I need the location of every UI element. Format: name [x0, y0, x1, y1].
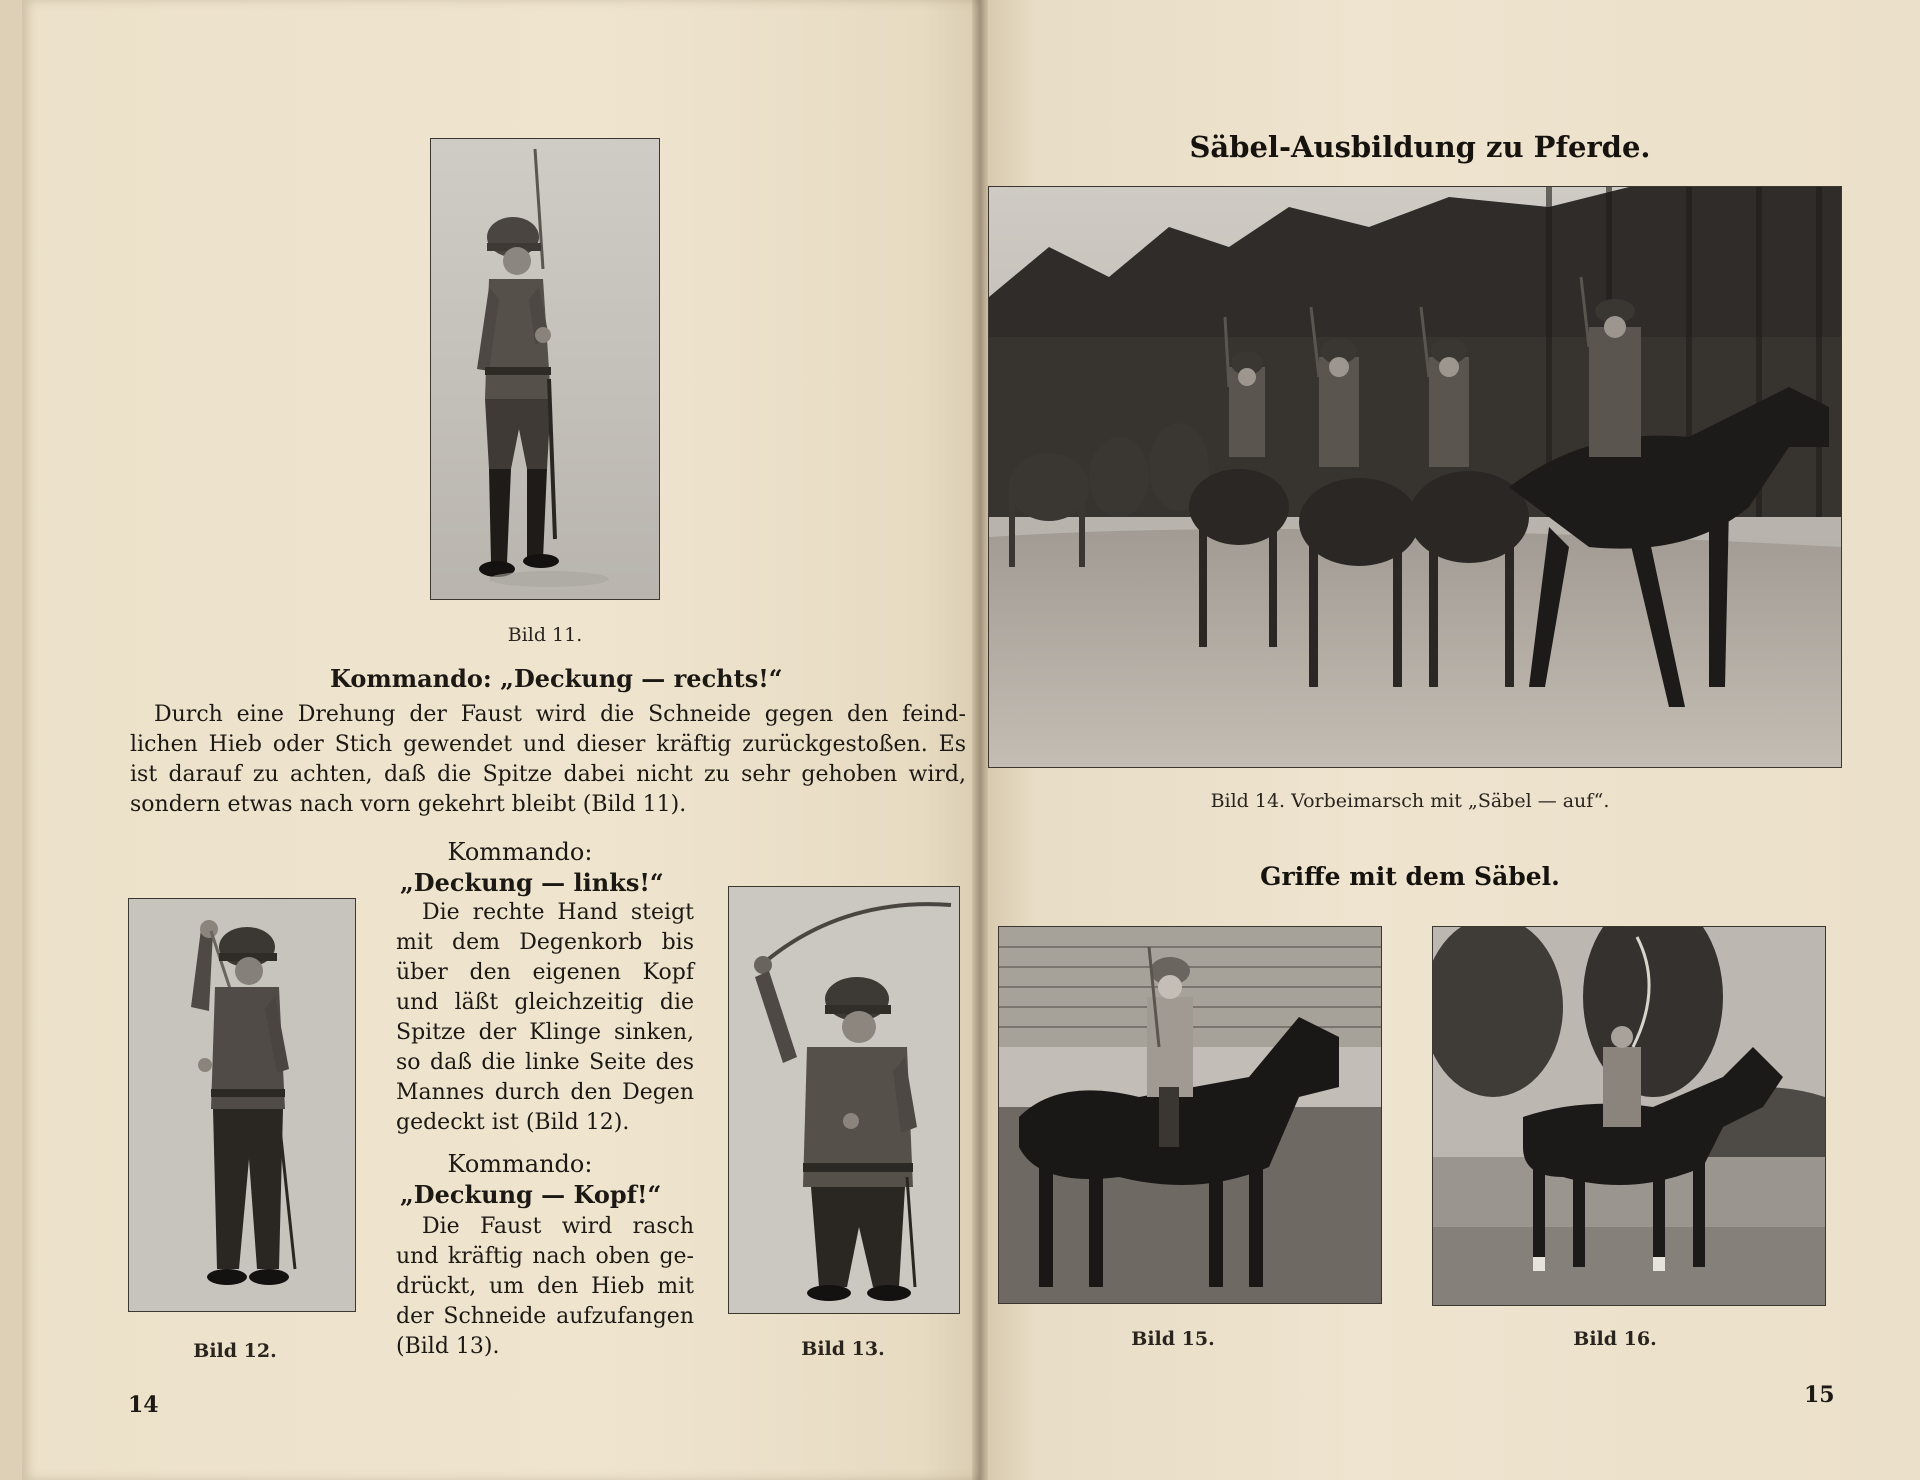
photo-bild-16: [1432, 926, 1826, 1306]
photo-bild-13: [728, 886, 960, 1314]
paragraph-deckung-rechts: [130, 700, 966, 820]
caption-bild-15: Bild 15.: [1131, 1328, 1215, 1350]
caption-bild-11: Bild 11.: [507, 624, 583, 646]
heading-griffe-mit-dem-saebel: Griffe mit dem Säbel.: [1260, 862, 1560, 891]
text-line: Mannes durch den Degen: [396, 1080, 694, 1105]
soldier-standing-illustration: [431, 139, 659, 599]
text-line: mit dem Degenkorb bis: [396, 930, 694, 955]
text-line: drückt, um den Hieb mit: [396, 1274, 694, 1299]
text-line: Spitze der Klinge sinken,: [396, 1020, 694, 1045]
command-deckung-links: „Deckung — links!“: [400, 868, 664, 897]
text-line: ist darauf zu achten, daß die Spitze dabei nicht zu sehr gehoben wird,: [130, 762, 966, 787]
soldier-guard-left-illustration: [129, 899, 355, 1311]
page-number-right: 15: [1804, 1382, 1835, 1408]
soldier-guard-head-illustration: [729, 887, 959, 1313]
rider-sabre-raised-illustration: [1433, 927, 1825, 1305]
heading-saebel-ausbildung: Säbel-Ausbildung zu Pferde.: [1189, 130, 1651, 164]
command-deckung-rechts: Kommando: „Deckung — rechts!“: [330, 664, 783, 693]
caption-bild-16: Bild 16.: [1573, 1328, 1657, 1350]
cavalry-march-illustration: [989, 187, 1841, 767]
text-line: lichen Hieb oder Stich gewendet und dieser kräftig zurückgestoßen. Es: [130, 732, 966, 757]
photo-bild-15: [998, 926, 1382, 1304]
text-line: der Schneide aufzufangen: [396, 1304, 694, 1329]
text-line: über den eigenen Kopf: [396, 960, 694, 985]
caption-bild-14: Bild 14. Vorbeimarsch mit „Säbel — auf“.: [1210, 790, 1610, 812]
text-line: und läßt gleichzeitig die: [396, 990, 694, 1015]
command-deckung-kopf: „Deckung — Kopf!“: [400, 1180, 662, 1209]
text-line: gedeckt ist (Bild 12).: [396, 1110, 630, 1135]
text-line: Die Faust wird rasch: [422, 1214, 694, 1239]
paragraph-deckung-kopf: [396, 1212, 694, 1362]
text-line: so daß die linke Seite des: [396, 1050, 694, 1075]
photo-bild-11: [430, 138, 660, 600]
photo-bild-12: [128, 898, 356, 1312]
text-line: sondern etwas nach vorn gekehrt bleibt (Bild 11).: [130, 792, 687, 817]
photo-bild-14: [988, 186, 1842, 768]
page-number-left: 14: [128, 1392, 159, 1418]
paragraph-deckung-links: [396, 898, 694, 1138]
text-line: Durch eine Drehung der Faust wird die Schneide gegen den feind-: [154, 702, 966, 727]
caption-bild-13: Bild 13.: [801, 1338, 885, 1360]
command-label-kopf: Kommando:: [447, 1150, 593, 1178]
book-gutter: [972, 0, 988, 1480]
command-label-links: Kommando:: [447, 838, 593, 866]
text-line: (Bild 13).: [396, 1334, 500, 1359]
rider-saluting-illustration: [999, 927, 1381, 1303]
caption-bild-12: Bild 12.: [193, 1340, 277, 1362]
text-line: Die rechte Hand steigt: [422, 900, 694, 925]
text-line: und kräftig nach oben ge-: [396, 1244, 694, 1269]
